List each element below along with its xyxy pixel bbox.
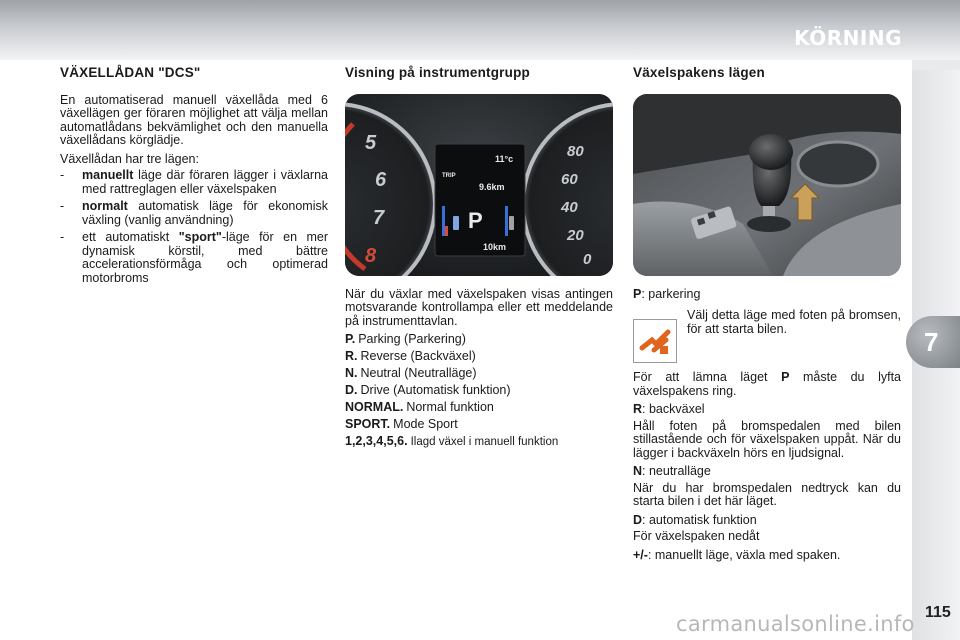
d-text: För växelspaken nedåt [633, 529, 760, 543]
p-leave-post: måste du lyfta växelspakens ring. [633, 370, 901, 398]
legend-value: Ilagd växel i manuell funktion [410, 436, 559, 448]
p-leave-pre: För att lämna läget [633, 370, 782, 384]
legend-key: SPORT. [345, 417, 391, 431]
page-number: 115 [925, 604, 951, 621]
legend-value: Normal funktion [406, 400, 494, 414]
n-key: N [633, 464, 643, 478]
watermark: carmanualsonline.info [676, 612, 915, 636]
p-leave-key: P [781, 370, 790, 384]
legend-key: N. [345, 366, 358, 380]
p-key: P [633, 286, 642, 301]
legend-key: D. [345, 383, 358, 397]
d-position-line [633, 514, 901, 528]
section-heading-display: Visning på instrumentgrupp [345, 65, 530, 80]
left-dial-7: 7 [373, 206, 385, 229]
range-distance: 10km [483, 241, 507, 252]
legend-item-gears [345, 435, 613, 450]
legend-value: Parking (Parkering) [358, 332, 466, 346]
list-item-text [82, 231, 328, 285]
left-dial-6: 6 [375, 168, 387, 191]
manual-label: : manuellt läge, växla med spaken. [647, 547, 841, 562]
legend-item-p [345, 333, 613, 347]
display-description: När du växlar med växelspaken visas antingen motsvarande kontrollampa eller ett meddelande på instrumenttavlan. [345, 286, 613, 328]
legend-key: 1,2,3,4,5,6. [345, 434, 408, 448]
mode-pre-sport: ett automatiskt [82, 230, 179, 244]
trip-distance: 9.6km [479, 181, 505, 192]
n-text: När du har bromspedalen nedtryck kan du starta bilen i det här läget. [633, 480, 901, 508]
d-label: : automatisk funktion [642, 512, 757, 527]
p-label: : parkering [641, 286, 701, 301]
column-instrument-display [345, 66, 613, 453]
legend-item-d [345, 384, 613, 398]
brake-note [633, 309, 901, 363]
p-position-line [633, 288, 901, 302]
legend-item-sport [345, 418, 613, 432]
chapter-tab [906, 316, 960, 368]
legend-key: P. [345, 332, 356, 346]
n-label: : neutralläge [642, 464, 711, 478]
r-position-line [633, 403, 901, 417]
legend-item-normal [345, 401, 613, 415]
r-key: R [633, 402, 643, 416]
list-item-text [82, 169, 328, 196]
mode-text-normal: automatisk läge för ekonomisk växling (vanlig användning) [82, 199, 328, 227]
modes-list [60, 169, 328, 285]
column-gearbox-intro [60, 66, 328, 289]
legend-value: Neutral (Neutralläge) [360, 366, 477, 380]
section-heading-lever: Växelspakens lägen [633, 65, 765, 80]
right-dial-40: 40 [561, 198, 578, 216]
right-dial-0: 0 [583, 250, 592, 268]
legend-value: Mode Sport [393, 417, 458, 431]
modes-intro: Växellådan har tre lägen: [60, 151, 199, 166]
right-dial-80: 80 [567, 142, 584, 160]
right-dial-20: 20 [567, 226, 584, 244]
d-key: D [633, 512, 643, 527]
brake-note-text: Välj detta läge med foten på bromsen, för att starta bilen. [687, 308, 901, 336]
left-dial-8: 8 [365, 244, 377, 267]
instrument-cluster-image [345, 94, 613, 276]
mode-text-sport: -läge för en mer dynamisk körstil, med bättre accelerationsförmåga och optimerad motorbroms [82, 230, 328, 285]
mode-term-manual: manuellt [82, 168, 134, 182]
gear-indicator: P [468, 207, 483, 233]
r-label: : backväxel [642, 402, 705, 416]
legend-key: NORMAL. [345, 400, 404, 414]
right-dial-60: 60 [561, 170, 578, 188]
r-text: Håll foten på bromspedalen med bilen stillastående och för växelspaken uppåt. När du lägger i backväxeln hörs en ljudsignal. [633, 418, 901, 460]
legend-item-r [345, 350, 613, 364]
trip-label: TRIP [442, 172, 456, 179]
manual-position-line [633, 549, 901, 563]
brake-pedal-icon [633, 319, 677, 363]
legend-value: Drive (Automatisk funktion) [360, 383, 511, 397]
p-leave-text [633, 371, 901, 398]
list-dash: - [60, 168, 65, 182]
legend-item-n [345, 367, 613, 381]
mode-term-sport: "sport" [178, 230, 222, 244]
gear-lever-image [633, 94, 901, 276]
list-item-text [82, 200, 328, 227]
intro-paragraph: En automatiserad manuell växellåda med 6 växellägen ger föraren möjlighet att välja mellan automatlådans bekvämlighet och den manuella växellådans körglädje. [60, 92, 328, 147]
legend-key: R. [345, 349, 358, 363]
list-dash: - [60, 230, 65, 244]
outside-temp: 11°c [495, 153, 514, 164]
chapter-number: 7 [924, 326, 939, 357]
list-item [60, 169, 328, 196]
manual-key: +/- [633, 547, 648, 562]
legend-value: Reverse (Backväxel) [360, 349, 476, 363]
list-item [60, 231, 328, 285]
mode-text-manual: läge där föraren lägger i växlarna med rattreglagen eller växelspaken [82, 168, 328, 196]
n-position-line [633, 465, 901, 479]
column-lever-positions [633, 66, 901, 567]
list-item [60, 200, 328, 227]
chapter-title: KÖRNING [794, 26, 902, 50]
section-heading-dcs: VÄXELLÅDAN "DCS" [60, 65, 201, 80]
left-dial-5: 5 [365, 131, 377, 154]
mode-term-normal: normalt [82, 199, 128, 213]
list-dash: - [60, 199, 65, 213]
